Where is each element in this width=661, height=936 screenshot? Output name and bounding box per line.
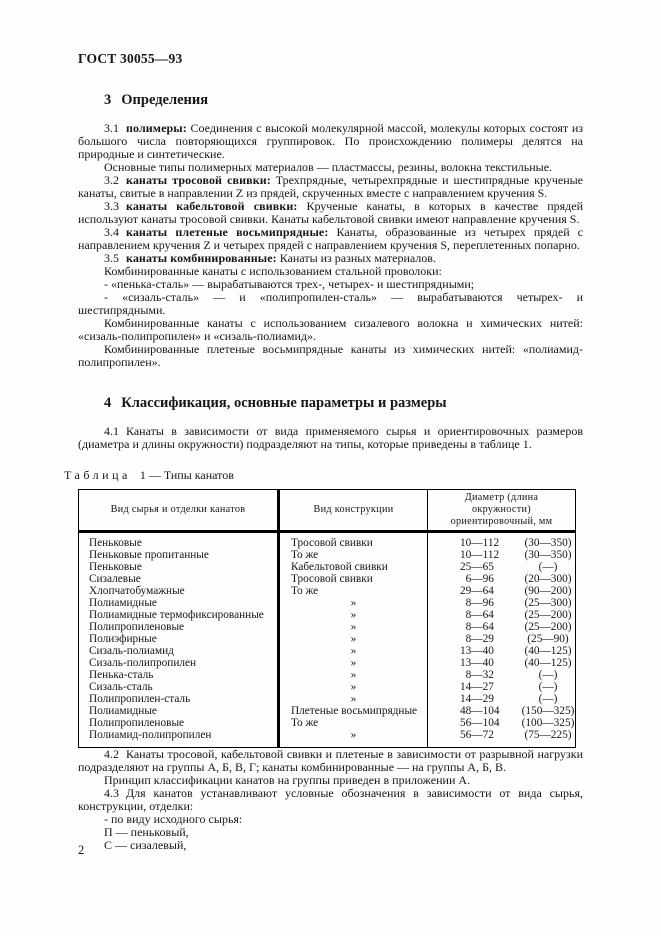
cell-construction: » bbox=[279, 609, 428, 621]
para-polymer-types: Основные типы полимерных материалов — пластмассы, резины, волокна текстильные. bbox=[104, 160, 553, 174]
term-twisted-ropes: канаты тросовой свивки: bbox=[126, 173, 271, 187]
para-4-1: 4.1 Канаты в зависимости от вида применяемого сырья и ориентировочных размеров (диаметра и длины окружности) подразделяют на типы, которые приведены в таблице 1. bbox=[78, 424, 583, 451]
cell-construction: То же bbox=[279, 585, 428, 597]
cell-diameter: 29—64 (90—200) bbox=[460, 585, 572, 597]
table-row bbox=[79, 645, 576, 657]
cell-diameter: 48—104 (150—325) bbox=[460, 705, 575, 717]
cell-construction: То же bbox=[279, 549, 428, 561]
cell-material: Хлопчатобумажные bbox=[79, 585, 279, 597]
table-caption bbox=[64, 469, 583, 482]
section-4-heading bbox=[104, 395, 583, 411]
section-3-heading bbox=[104, 92, 583, 108]
para-code-sisal: С — сизалевый, bbox=[104, 838, 187, 852]
cell-diameter: 14—27 (—) bbox=[460, 681, 558, 693]
bullet-penka-steel: - «пенька-сталь» — вырабатываются трех-, четырех- и шестипрядными; bbox=[104, 277, 475, 291]
para-by-raw-material: - по виду исходного сырья: bbox=[104, 812, 243, 826]
cell-construction: Кабельтовой свивки bbox=[279, 561, 428, 573]
table-row bbox=[79, 621, 576, 633]
para-code-hemp: П — пеньковый, bbox=[104, 825, 189, 839]
para-braided-chem: Комбинированные плетеные восьмипрядные канаты из химических нитей: «полиамид-полипропилен». bbox=[78, 342, 583, 369]
cell-material: Полиамидные bbox=[79, 705, 279, 717]
section-4-number: 4 bbox=[104, 395, 112, 411]
doc-code: ГОСТ 30055—93 bbox=[78, 51, 183, 66]
bullet-sizal-steel: - «сизаль-сталь» — и «полипропилен-сталь» — вырабатываются четырех- и шестипрядными. bbox=[78, 290, 583, 317]
cell-diameter: 8—64 (25—200) bbox=[460, 609, 572, 621]
table-row bbox=[79, 561, 576, 573]
cell-construction: То же bbox=[279, 717, 428, 729]
col-header-diameter: Диаметр (длина окружности) ориентировочный, мм bbox=[428, 490, 576, 532]
para-sizal-chem: Комбинированные канаты с использованием сизалевого волокна и химических нитей: «сизаль-полипропилен» и «сизаль-полиамид». bbox=[78, 316, 583, 343]
cell-construction: » bbox=[279, 681, 428, 693]
cell-diameter: 8—29 (25—90) bbox=[460, 633, 569, 645]
cell-diameter: 8—32 (—) bbox=[460, 669, 558, 681]
table-row bbox=[79, 597, 576, 609]
term-braided-ropes: канаты плетеные восьмипрядные: bbox=[126, 225, 329, 239]
definition-3-3: 3.3 канаты кабельтовой свивки: Крученые канаты, в которых в качестве прядей используют канаты тросовой свивки. Канаты кабельтовой свивки имеют направление кручения S. bbox=[78, 199, 584, 226]
term-polymers: полимеры: bbox=[126, 121, 187, 135]
table-row bbox=[79, 705, 576, 717]
table-row bbox=[79, 693, 576, 705]
table-row bbox=[79, 729, 576, 748]
cell-diameter: 13—40 (40—125) bbox=[460, 645, 572, 657]
cell-material: Пеньковые пропитанные bbox=[79, 549, 279, 561]
col-header-construction: Вид конструкции bbox=[279, 490, 428, 532]
section-4-title: Классификация, основные параметры и размеры bbox=[121, 395, 447, 411]
cell-material: Полиамидные термофиксированные bbox=[79, 609, 279, 621]
cell-material: Сизаль-полиамид bbox=[79, 645, 279, 657]
page-number: 2 bbox=[78, 843, 85, 857]
cell-construction: » bbox=[279, 621, 428, 633]
cell-construction: » bbox=[279, 669, 428, 681]
cell-construction: Тросовой свивки bbox=[279, 573, 428, 585]
rope-types-table bbox=[78, 489, 576, 748]
table-caption-label: Таблица bbox=[64, 468, 131, 482]
section-3-title: Определения bbox=[121, 92, 209, 108]
para-principle: Принцип классификации канатов на группы приведен в приложении А. bbox=[104, 773, 471, 787]
cell-diameter: 8—64 (25—200) bbox=[460, 621, 572, 633]
definition-3-1: 3.1 полимеры: Соединения с высокой молекулярной массой, молекулы которых состоят из большого числа повторяющихся группировок. По происхождению полимеры делятся на природные и синтетические. bbox=[78, 121, 583, 161]
definition-3-2: 3.2 канаты тросовой свивки: Трехпрядные, четырехпрядные и шестипрядные крученые канаты, свитые в направлении Z из прядей, скрученных вместе с направлением кручения S. bbox=[78, 173, 584, 200]
definition-3-5: 3.5 канаты комбинированные: Канаты из разных материалов. bbox=[104, 251, 436, 265]
cell-construction: » bbox=[279, 633, 428, 645]
term-combined-ropes: канаты комбинированные: bbox=[126, 251, 277, 265]
cell-material: Пеньковые bbox=[79, 532, 279, 550]
cell-diameter: 6—96 (20—300) bbox=[460, 573, 572, 585]
cell-diameter: 14—29 (—) bbox=[460, 693, 558, 705]
cell-construction: Тросовой свивки bbox=[279, 532, 428, 550]
table-row bbox=[79, 532, 576, 550]
term-cable-laid-ropes: канаты кабельтовой свивки: bbox=[126, 199, 298, 213]
cell-construction: » bbox=[279, 657, 428, 669]
table-header-row bbox=[79, 490, 576, 532]
cell-material: Сизалевые bbox=[79, 573, 279, 585]
para-4-3: 4.3 Для канатов устанавливают условные обозначения в зависимости от вида сырья, конструкции, отделки: bbox=[78, 786, 583, 813]
cell-material: Полиамидные bbox=[79, 597, 279, 609]
para-steel-intro: Комбинированные канаты с использованием стальной проволоки: bbox=[104, 264, 442, 278]
cell-material: Полипропиленовые bbox=[79, 621, 279, 633]
table-row bbox=[79, 609, 576, 621]
cell-material: Пеньковые bbox=[79, 561, 279, 573]
cell-construction: » bbox=[279, 729, 428, 748]
cell-material: Сизаль-полипропилен bbox=[79, 657, 279, 669]
cell-construction: Плетеные восьмипрядные bbox=[279, 705, 428, 717]
table-row bbox=[79, 657, 576, 669]
definition-3-4: 3.4 канаты плетеные восьмипрядные: Канаты, образованные из четырех прядей с направлением кручения Z и четырех прядей с направлением кручения S, переплетенных попарно. bbox=[78, 225, 583, 252]
cell-diameter: 10—112 (30—350) bbox=[460, 549, 572, 561]
cell-construction: » bbox=[279, 597, 428, 609]
cell-diameter: 56—104 (100—325) bbox=[460, 717, 575, 729]
table-row bbox=[79, 633, 576, 645]
table-row bbox=[79, 717, 576, 729]
table-row bbox=[79, 549, 576, 561]
cell-diameter: 13—40 (40—125) bbox=[460, 657, 572, 669]
table-row bbox=[79, 669, 576, 681]
cell-diameter: 8—96 (25—300) bbox=[460, 597, 572, 609]
cell-material: Полипропиленовые bbox=[79, 717, 279, 729]
cell-material: Пенька-сталь bbox=[79, 669, 279, 681]
section-3-number: 3 bbox=[104, 92, 112, 108]
table-row bbox=[79, 573, 576, 585]
table-row bbox=[79, 585, 576, 597]
table-row bbox=[79, 681, 576, 693]
cell-material: Полиэфирные bbox=[79, 633, 279, 645]
cell-construction: » bbox=[279, 693, 428, 705]
cell-diameter: 25—65 (—) bbox=[460, 561, 558, 573]
col-header-material: Вид сырья и отделки канатов bbox=[79, 490, 279, 532]
cell-material: Сизаль-сталь bbox=[79, 681, 279, 693]
cell-material: Полипропилен-сталь bbox=[79, 693, 279, 705]
para-4-2: 4.2 Канаты тросовой, кабельтовой свивки и плетеные в зависимости от разрывной нагрузки подразделяют на группы А, Б, В, Г; канаты комбинированные — на группы А, Б, В. bbox=[78, 747, 583, 774]
cell-construction: » bbox=[279, 645, 428, 657]
cell-diameter: 10—112 (30—350) bbox=[460, 537, 572, 549]
cell-diameter: 56—72 (75—225) bbox=[460, 729, 572, 741]
cell-material: Полиамид-полипропилен bbox=[79, 729, 279, 748]
table-caption-title: 1 — Типы канатов bbox=[139, 468, 234, 482]
